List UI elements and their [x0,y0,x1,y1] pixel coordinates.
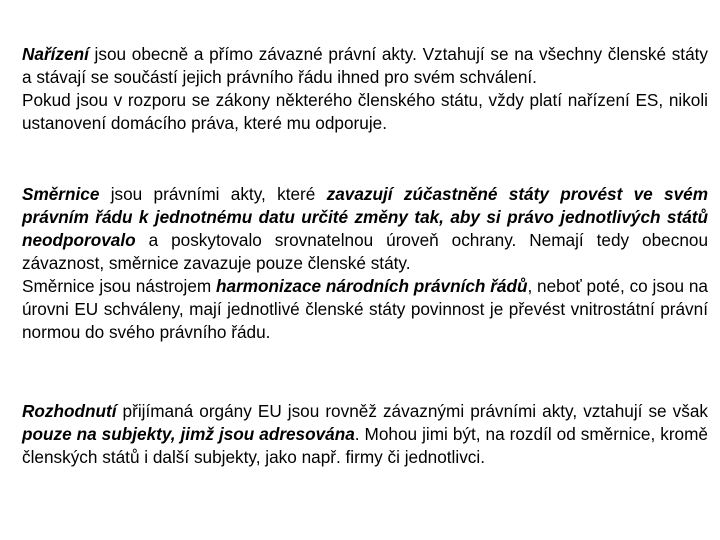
smernice-text-3: Směrnice jsou nástrojem [22,276,217,296]
rozhodnuti-text-2: . Mohou jimi být, na rozdíl od směrnice, kromě členských států i další subjekty, jako např. firmy či jednotlivci. [22,424,708,467]
smernice-text-2: a poskytovalo srovnatelnou úroveň ochrany. Nemají tedy obecnou závaznost, směrnice zavazuje pouze členské státy. [22,230,708,273]
smernice-definition [22,183,708,275]
paragraph-narizeni [22,43,708,135]
rozhodnuti-emphasis: pouze na subjekty, jimž jsou adresována [22,424,355,444]
rozhodnuti-text-1: přijímaná orgány EU jsou rovněž závaznými právními akty, vztahují se však [116,401,708,421]
narizeni-conflict-text: Pokud jsou v rozporu se zákony některého členského státu, vždy platí nařízení ES, nikoli ustanovení domácího práva, které mu odporuje. [22,90,708,133]
term-rozhodnuti: Rozhodnutí [22,401,117,421]
smernice-text-1: jsou právními akty, které [99,184,327,204]
term-smernice: Směrnice [22,184,100,204]
paragraph-rozhodnuti [22,400,708,469]
smernice-harmonization [22,275,708,344]
narizeni-text: jsou obecně a přímo závazné právní akty. Vztahují se na všechny členské státy a stávají se součástí jejich právního řádu ihned pro svém schválení. [22,44,708,87]
paragraph-smernice [22,183,708,344]
smernice-text-4: , neboť poté, co jsou na úrovni EU schváleny, mají jednotlivé členské státy povinnost je převést vnitrostátní právní normou do svého právního řádu. [22,276,708,342]
narizeni-definition [22,43,708,89]
smernice-emphasis-2: harmonizace národních právních řádů [216,276,528,296]
term-narizeni: Nařízení [22,44,89,64]
smernice-emphasis-1: zavazují zúčastněné státy provést ve svém právním řádu k jednotnému datu určité změny tak, aby si právo jednotlivých států neodporovalo [22,184,708,250]
